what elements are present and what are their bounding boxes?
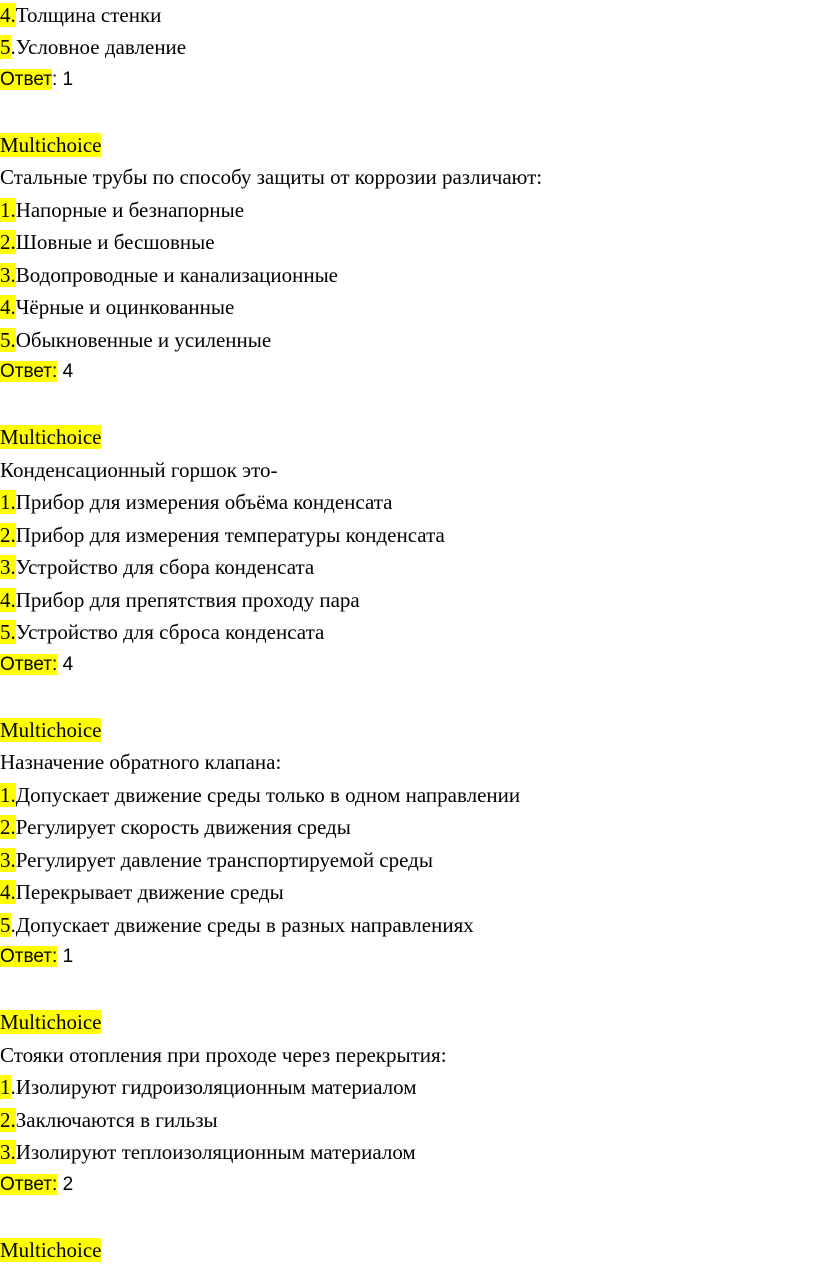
answer-line (0, 650, 73, 680)
option-text: Прибор для измерения температуры конденсата (15, 523, 445, 547)
multichoice-label: Multichoice (0, 425, 102, 449)
option-line (0, 812, 351, 842)
option-number: 3. (0, 848, 16, 872)
question-text: Конденсационный горшок это- (0, 458, 278, 482)
option-line (0, 520, 445, 550)
option-number: 1. (0, 198, 16, 222)
option-number: 1. (0, 490, 16, 514)
answer-value: 4 (62, 654, 74, 675)
option-text: Водопроводные и канализационные (15, 263, 338, 287)
option-number: 5 (0, 35, 11, 59)
option-text: Регулирует скорость движения среды (15, 815, 351, 839)
option-line (0, 552, 314, 582)
multichoice-heading (0, 1235, 101, 1265)
option-text: Изолируют теплоизоляционным материалом (15, 1140, 416, 1164)
option-line (0, 487, 393, 517)
option-line (0, 1137, 416, 1167)
option-line (0, 585, 360, 615)
option-text: Регулирует давление транспортируемой среды (15, 848, 433, 872)
multichoice-heading (0, 715, 101, 745)
answer-value: 1 (62, 946, 74, 967)
answer-label: Ответ: (0, 654, 58, 675)
option-line (0, 1072, 417, 1102)
option-line (0, 1105, 218, 1135)
option-text: Прибор для измерения объёма конденсата (15, 490, 393, 514)
option-text: .Допускает движение среды в разных направлениях (10, 913, 474, 937)
option-number: 5. (0, 328, 16, 352)
option-number: 4. (0, 295, 16, 319)
option-number: 2. (0, 1108, 16, 1132)
option-number: 4. (0, 880, 16, 904)
option-number: 4. (0, 588, 16, 612)
multichoice-label: Multichoice (0, 718, 102, 742)
option-number: 3. (0, 555, 16, 579)
answer-label: Ответ: (0, 1174, 58, 1195)
multichoice-heading (0, 1007, 101, 1037)
option-line (0, 910, 474, 940)
option-number: 2. (0, 230, 16, 254)
answer-value: : 1 (52, 69, 74, 90)
option-line (0, 292, 234, 322)
answer-label: Ответ: (0, 946, 58, 967)
multichoice-label: Multichoice (0, 133, 102, 157)
option-line (0, 780, 520, 810)
option-number: 5 (0, 913, 11, 937)
option-number: 5. (0, 620, 16, 644)
option-number: 3. (0, 1140, 16, 1164)
question-text: Стояки отопления при проходе через перекрытия: (0, 1043, 447, 1067)
option-text: Устройство для сбора конденсата (15, 555, 315, 579)
answer-line (0, 942, 73, 972)
option-text: Перекрывает движение среды (15, 880, 284, 904)
answer-line (0, 65, 73, 95)
option-text: Прибор для препятствия проходу пара (15, 588, 360, 612)
multichoice-label: Multichoice (0, 1238, 102, 1262)
multichoice-heading (0, 422, 101, 452)
option-line (0, 0, 161, 30)
answer-line (0, 357, 73, 387)
option-text: Обыкновенные и усиленные (15, 328, 272, 352)
option-text: Чёрные и оцинкованные (15, 295, 235, 319)
option-number: 1 (0, 1075, 11, 1099)
option-number: 2. (0, 523, 16, 547)
option-line (0, 845, 433, 875)
option-text: Допускает движение среды только в одном направлении (15, 783, 521, 807)
option-text: .Условное давление (10, 35, 187, 59)
option-line (0, 260, 338, 290)
multichoice-label: Multichoice (0, 1010, 102, 1034)
multichoice-heading (0, 130, 101, 160)
question-text: Назначение обратного клапана: (0, 750, 282, 774)
option-text: Шовные и бесшовные (15, 230, 215, 254)
option-text: Устройство для сброса конденсата (15, 620, 325, 644)
option-number: 4. (0, 3, 16, 27)
option-text: Толщина стенки (15, 3, 162, 27)
option-number: 2. (0, 815, 16, 839)
answer-line (0, 1170, 73, 1200)
option-text: Заключаются в гильзы (15, 1108, 218, 1132)
answer-label: Ответ (0, 69, 52, 90)
answer-value: 2 (62, 1174, 74, 1195)
option-number: 3. (0, 263, 16, 287)
option-line (0, 877, 284, 907)
answer-value: 4 (62, 361, 74, 382)
option-line (0, 617, 324, 647)
option-line (0, 195, 244, 225)
option-line (0, 227, 215, 257)
option-text: .Изолируют гидроизоляционным материалом (10, 1075, 417, 1099)
option-number: 1. (0, 783, 16, 807)
option-line (0, 32, 186, 62)
option-text: Напорные и безнапорные (15, 198, 245, 222)
question-text: Стальные трубы по способу защиты от коррозии различают: (0, 165, 543, 189)
option-line (0, 325, 271, 355)
answer-label: Ответ: (0, 361, 58, 382)
